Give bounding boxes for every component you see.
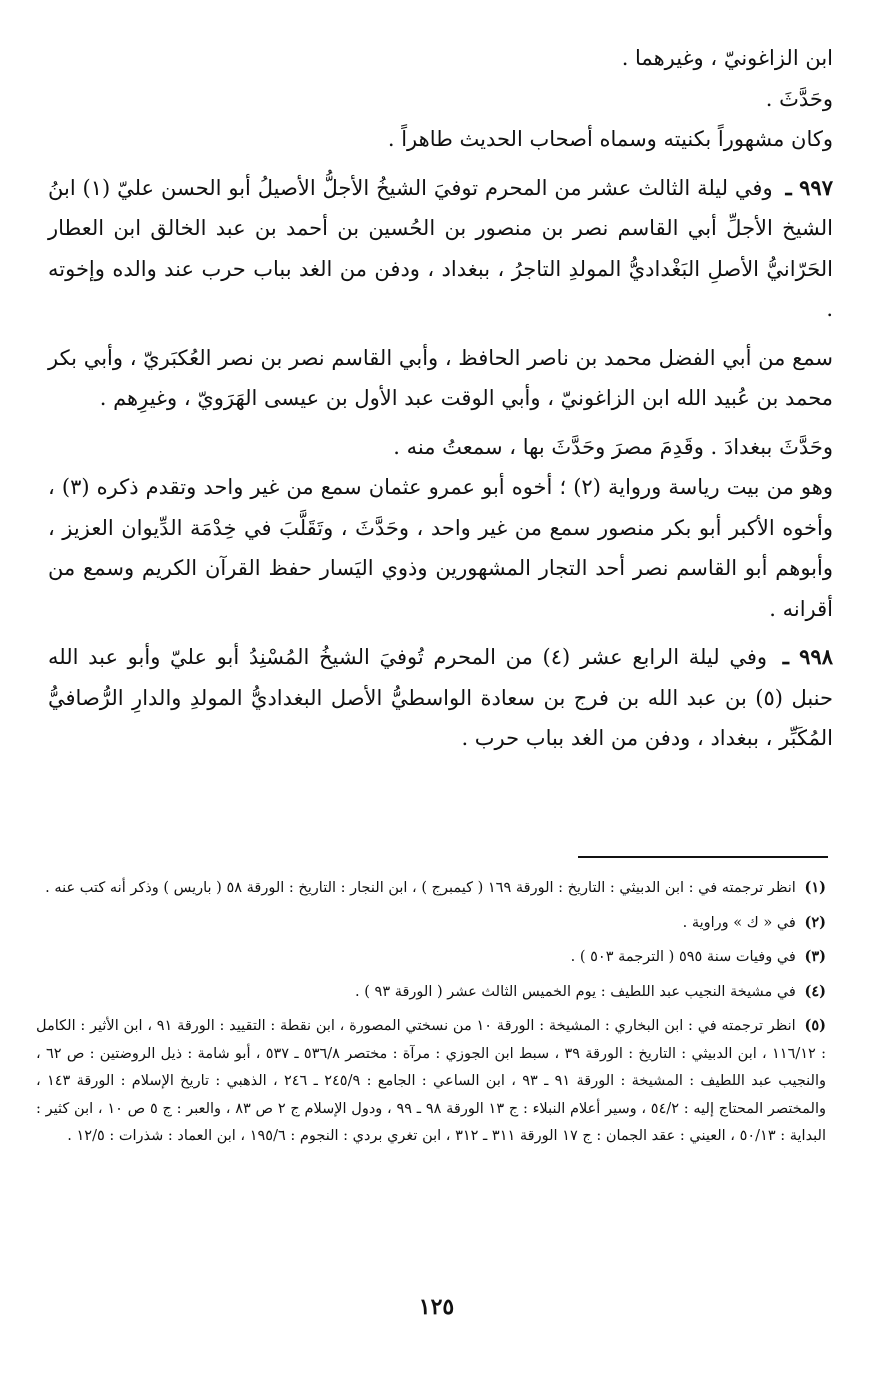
footnote-5-text: انظر ترجمته في : ابن البخاري : المشيخة : الورقة ١٠ من نسختي المصورة ، ابن نقطة : التقييد : الورقة ٩١ ، ابن الأثير : الكامل : ١١٦/١٢ ، ابن الدبيثي : التاريخ : الورقة ٣٩ ، سبط ابن الجوزي : مرآة : مختصر ٥٣٦/٨ ـ ٥٣٧ ، أبو شامة : ذيل الروضتين : ص ٦٢ ، والنجيب عبد اللطيف : المشيخة : الورقة ٩١ ـ ٩٣ ، ابن الساعي : الجامع : ٢٤٥/٩ ـ ٢٤٦ ، الذهبي : تاريخ الإسلام : الورقة ١٤٣ ، والمختصر المحتاج إليه : ٥٤/٢ ، وسير أعلام النبلاء : ج ١٣ الورقة ٩٨ ـ ٩٩ ، ودول الإسلام ج ٢ ص ٨٣ ، والعبر : ج ٥ ص ١٠ ، ابن كثير : البداية : ٥٠/١٣ ، العيني : عقد الجمان : ج ١٧ الورقة ٣١١ ـ ٣١٢ ، ابن تغري بردي : النجوم : ١٩٥/٦ ، ابن العماد : شذرات : ١٢/٥ . (36, 1018, 827, 1144)
footnote-1-number: (١) (804, 879, 826, 896)
entry-998 (48, 637, 833, 759)
footnote-3 (36, 943, 826, 972)
footnote-5-number: (٥) (804, 1017, 827, 1034)
entry-997-number: ٩٩٧ ـ (785, 174, 833, 200)
paragraph-narration-places: وحَدَّثَ ببغدادَ . وقَدِمَ مصرَ وحَدَّثَ بها ، سمعتُ منه . (393, 434, 833, 459)
paragraph-continuation: ابن الزاغونيّ ، وغيرهما . (621, 46, 833, 70)
paragraph-narration-note: وحَدَّثَ . (765, 86, 833, 111)
footnote-5 (36, 1012, 826, 1151)
footnote-1-text: انظر ترجمته في : ابن الدبيثي : التاريخ : الورقة ١٦٩ ( كيمبرج ) ، ابن النجار : التاريخ : الورقة ٥٨ ( باريس ) وذكر أنه كتب عنه . (45, 880, 796, 896)
footnote-1 (36, 874, 826, 903)
main-text (48, 38, 833, 759)
entry-998-text: وفي ليلة الرابع عشر (٤) من المحرم تُوفيَ الشيخُ المُسْنِدُ أبو عليّ وأبو عبد الله حنبل (٥) بن عبد الله بن فرج بن سعادة الواسطيُّ الأصل البغداديُّ المولدِ والدارِ الرُّصافيُّ المُكَبِّر ، ببغداد ، ودفن من الغد بباب حرب . (48, 645, 833, 750)
footnote-2-number: (٢) (804, 913, 826, 931)
page-number: ١٢٥ (418, 1294, 455, 1320)
footnote-3-text: في وفيات سنة ٥٩٥ ( الترجمة ٥٠٣ ) . (570, 949, 796, 965)
paragraph-teachers: سمع من أبي الفضل محمد بن ناصر الحافظ ، وأبي القاسم نصر بن نصر العُكبَريّ ، وأبي بكر محمد بن عُبيد الله ابن الزاغونيّ ، وأبي الوقت عبد الأول بن عيسى الهَرَويّ ، وغيرِهم . (48, 345, 833, 410)
entry-997 (48, 168, 833, 330)
footnotes (36, 874, 826, 1157)
entry-997-text: وفي ليلة الثالث عشر من المحرم توفيَ الشيخُ الأجلُّ الأصيلُ أبو الحسن عليّ (١) ابنُ الشيخ الأجلِّ أبي القاسم نصر بن منصور بن الحُسين بن أحمد بن عبد الخالق ابن العطار الحَرّانيُّ الأصلِ البَغْداديُّ المولدِ التاجرُ ، ببغداد ، ودفن من الغد بباب حرب عند والده وإخوته . (48, 175, 833, 321)
entry-998-number: ٩٩٨ ـ (782, 644, 833, 669)
footnote-2 (36, 909, 826, 938)
footnote-4-text: في مشيخة النجيب عبد اللطيف : يوم الخميس الثالث عشر ( الورقة ٩٣ ) . (355, 983, 796, 1000)
footnote-4-number: (٤) (804, 982, 826, 1000)
footnote-separator (578, 856, 828, 858)
paragraph-nickname-note: وكان مشهوراً بكنيته وسماه أصحاب الحديث طاهراً . (387, 127, 833, 151)
footnote-2-text: في « ك » وراوية . (682, 914, 796, 931)
footnote-3-number: (٣) (804, 948, 826, 965)
paragraph-family: وهو من بيت رياسة ورواية (٢) ؛ أخوه أبو عمرو عثمان سمع من غير واحد وتقدم ذكره (٣) ، وأخوه الأكبر أبو بكر منصور سمع من غير واحد ، وحَدَّثَ ، وتَقَلَّبَ في خِدْمَة الدِّيوان العزيز ، وأبوهم أبو القاسم نصر أحد التجار المشهورين وذوي اليَسار حفظ القرآن الكريم وسمع من أقرانه . (48, 475, 833, 621)
footnote-4 (36, 978, 826, 1007)
